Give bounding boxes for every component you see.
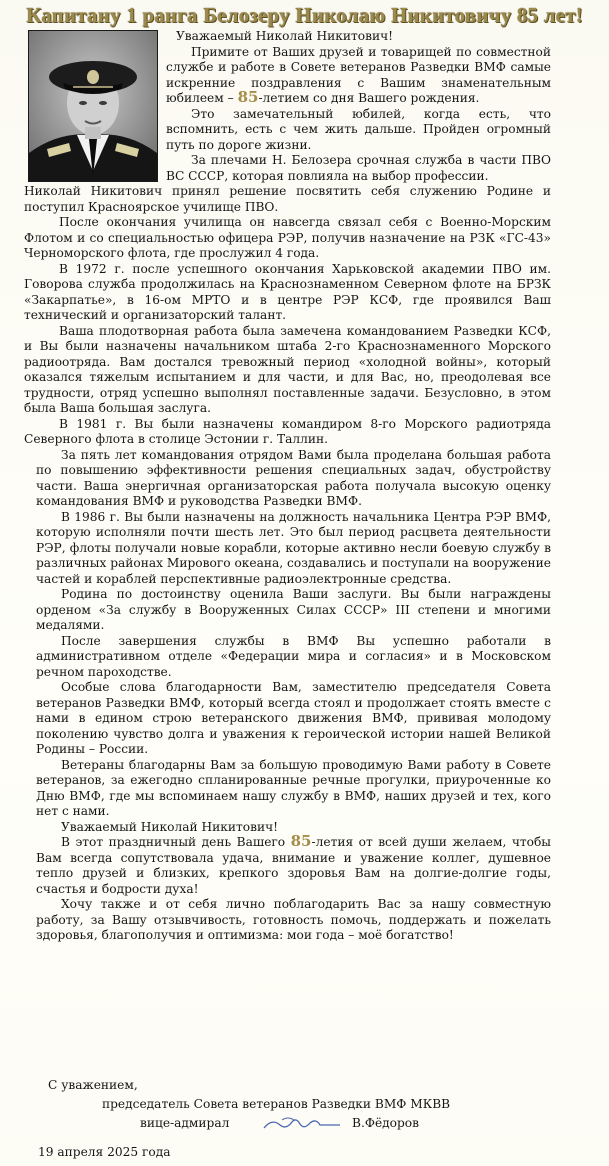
letter-date: 19 апреля 2025 года <box>38 1145 171 1159</box>
paragraph-1972: В 1972 г. после успешного окончания Харьковской академии ПВО им. Говорова служба продолжилась на Краснознаменном Северном флоте на БРЗК «Закарпатье», в 16-ом МРТО и в центре РЭР КСФ, где проявился Ваш технический и организаторский талант. <box>24 261 551 322</box>
paragraph-after-service: После завершения службы в ВМФ Вы успешно работали в административном отделе «Федерации мира и согласия» и в Московском речном пароходстве. <box>36 633 551 679</box>
paragraph-navy: После окончания училища он навсегда связал себя с Военно-Морским Флотом и со специальностью офицера РЭР, получив назначение на РЗК «ГС-43» Черноморского флота, где прослужил 4 года. <box>24 215 551 260</box>
anniversary-number: 85 <box>237 88 259 106</box>
paragraph-chief-of-staff: Ваша плодотворная работа была замечена командованием Разведки КСФ, и Вы были назначены начальником штаба 2-го Краснознаменного Морского радиоотряда. Вам достался тревожный период «холодной войны», который оказался тяжелым испытанием и для части, и для Вас, но, преодолевая все трудности, отряд успешно выполнял поставленные задачи. Безусловно, в этом была Ваша большая заслуга. <box>24 323 551 415</box>
text-main-column <box>36 448 551 944</box>
paragraph-gratitude: Особые слова благодарности Вам, заместителю председателя Совета ветеранов Разведки ВМФ, который всегда стоял и продолжает стоять вместе с нами в едином строю ветеранского движения ВМФ, прививая молодому поколению чувство долга и уважения к героической истории нашей Великой Родины – России. <box>36 680 551 756</box>
paragraph-1986: В 1986 г. Вы были назначены на должность начальника Центра РЭР ВМФ, которую исполняли почти шесть лет. Это был период расцвета деятельности РЭР, флоты получали новые корабли, которые активно несли боевую службу в различных районах Мирового океана, создавались и поступали на вооружение частей и кораблей перспективные радиоэлектронные средства. <box>36 509 551 586</box>
signature-rank: вице-адмирал <box>140 1116 230 1130</box>
paragraph-personal-thanks: Хочу также и от себя лично поблагодарить Вас за нашу совместную работу, за Вашу отзывчивость, готовность помочь, поддержать и пожелать здоровья, благополучия и оптимизма: мои года – моё богатство! <box>36 897 551 942</box>
salutation-second: Уважаемый Николай Никитович! <box>61 819 279 834</box>
salutation: Уважаемый Николай Никитович! <box>176 29 394 43</box>
paragraph-congratulations: Примите от Ваших друзей и товарищей по совместной службе и работе в Совете ветеранов Разведки ВМФ самые искренние поздравления с Вашим знаменательным юбилеем – 85-летием со дня Вашего рождения. <box>166 44 551 106</box>
handwritten-signature-icon <box>262 1114 342 1138</box>
text-beside-photo <box>166 29 551 184</box>
paragraph-1981: В 1981 г. Вы были назначены командиром 8-го Морского радиотряда Северного флота в столице Эстонии г. Таллин. <box>24 416 551 446</box>
paragraph-awards: Родина по достоинству оценила Ваши заслуги. Вы были награждены орденом «За службу в Вооруженных Силах СССР» III степени и многими медалями. <box>36 587 551 632</box>
paragraph-command: За пять лет командования отрядом Вами была проделана большая работа по повышению эффективности решения специальных задач, обустройству части. Ваша энергичная организаторская работа получала высокую оценку командования ВМФ и руководства Разведки ВМФ. <box>36 447 551 508</box>
letter-body <box>24 29 551 944</box>
paragraph-wishes: В этот праздничный день Вашего 85-летия от всей души желаем, чтобы Вам всегда сопутствовала удача, внимание и уважение коллег, душевное тепло друзей и близких, крепкого здоровья Вам на долгие-долгие годы, счастья и бодрости духа! <box>36 832 551 896</box>
signature-position: председатель Совета ветеранов Разведки ВМФ МКВВ <box>102 1097 451 1111</box>
page-title: Капитану 1 ранга Белозеру Николаю Никитовичу 85 лет! <box>26 3 583 27</box>
anniversary-number: 85 <box>290 832 312 850</box>
paragraph-veterans: Ветераны благодарны Вам за большую проводимую Вами работу в Совете ветеранов, за ежегодно спланированные речные прогулки, приуроченные ко Дню ВМФ, где мы вспоминаем нашу службу в ВМФ, наших друзей и тех, кого нет с нами. <box>36 757 551 818</box>
signature-greeting: С уважением, <box>48 1078 138 1092</box>
paragraph-service-start: За плечами Н. Белозера срочная служба в части ПВО ВС СССР, которая повлияла на выбор профессии. <box>166 153 551 183</box>
signature-name: В.Фёдоров <box>352 1116 420 1130</box>
paragraph-jubilee: Это замечательный юбилей, когда есть, что вспомнить, есть с чем жить дальше. Пройден огромный путь по дороге жизни. <box>166 106 551 152</box>
paragraph-school: Николай Никитович принял решение посвятить себя служению Родине и поступил Красноярское училище ПВО. <box>24 184 551 214</box>
